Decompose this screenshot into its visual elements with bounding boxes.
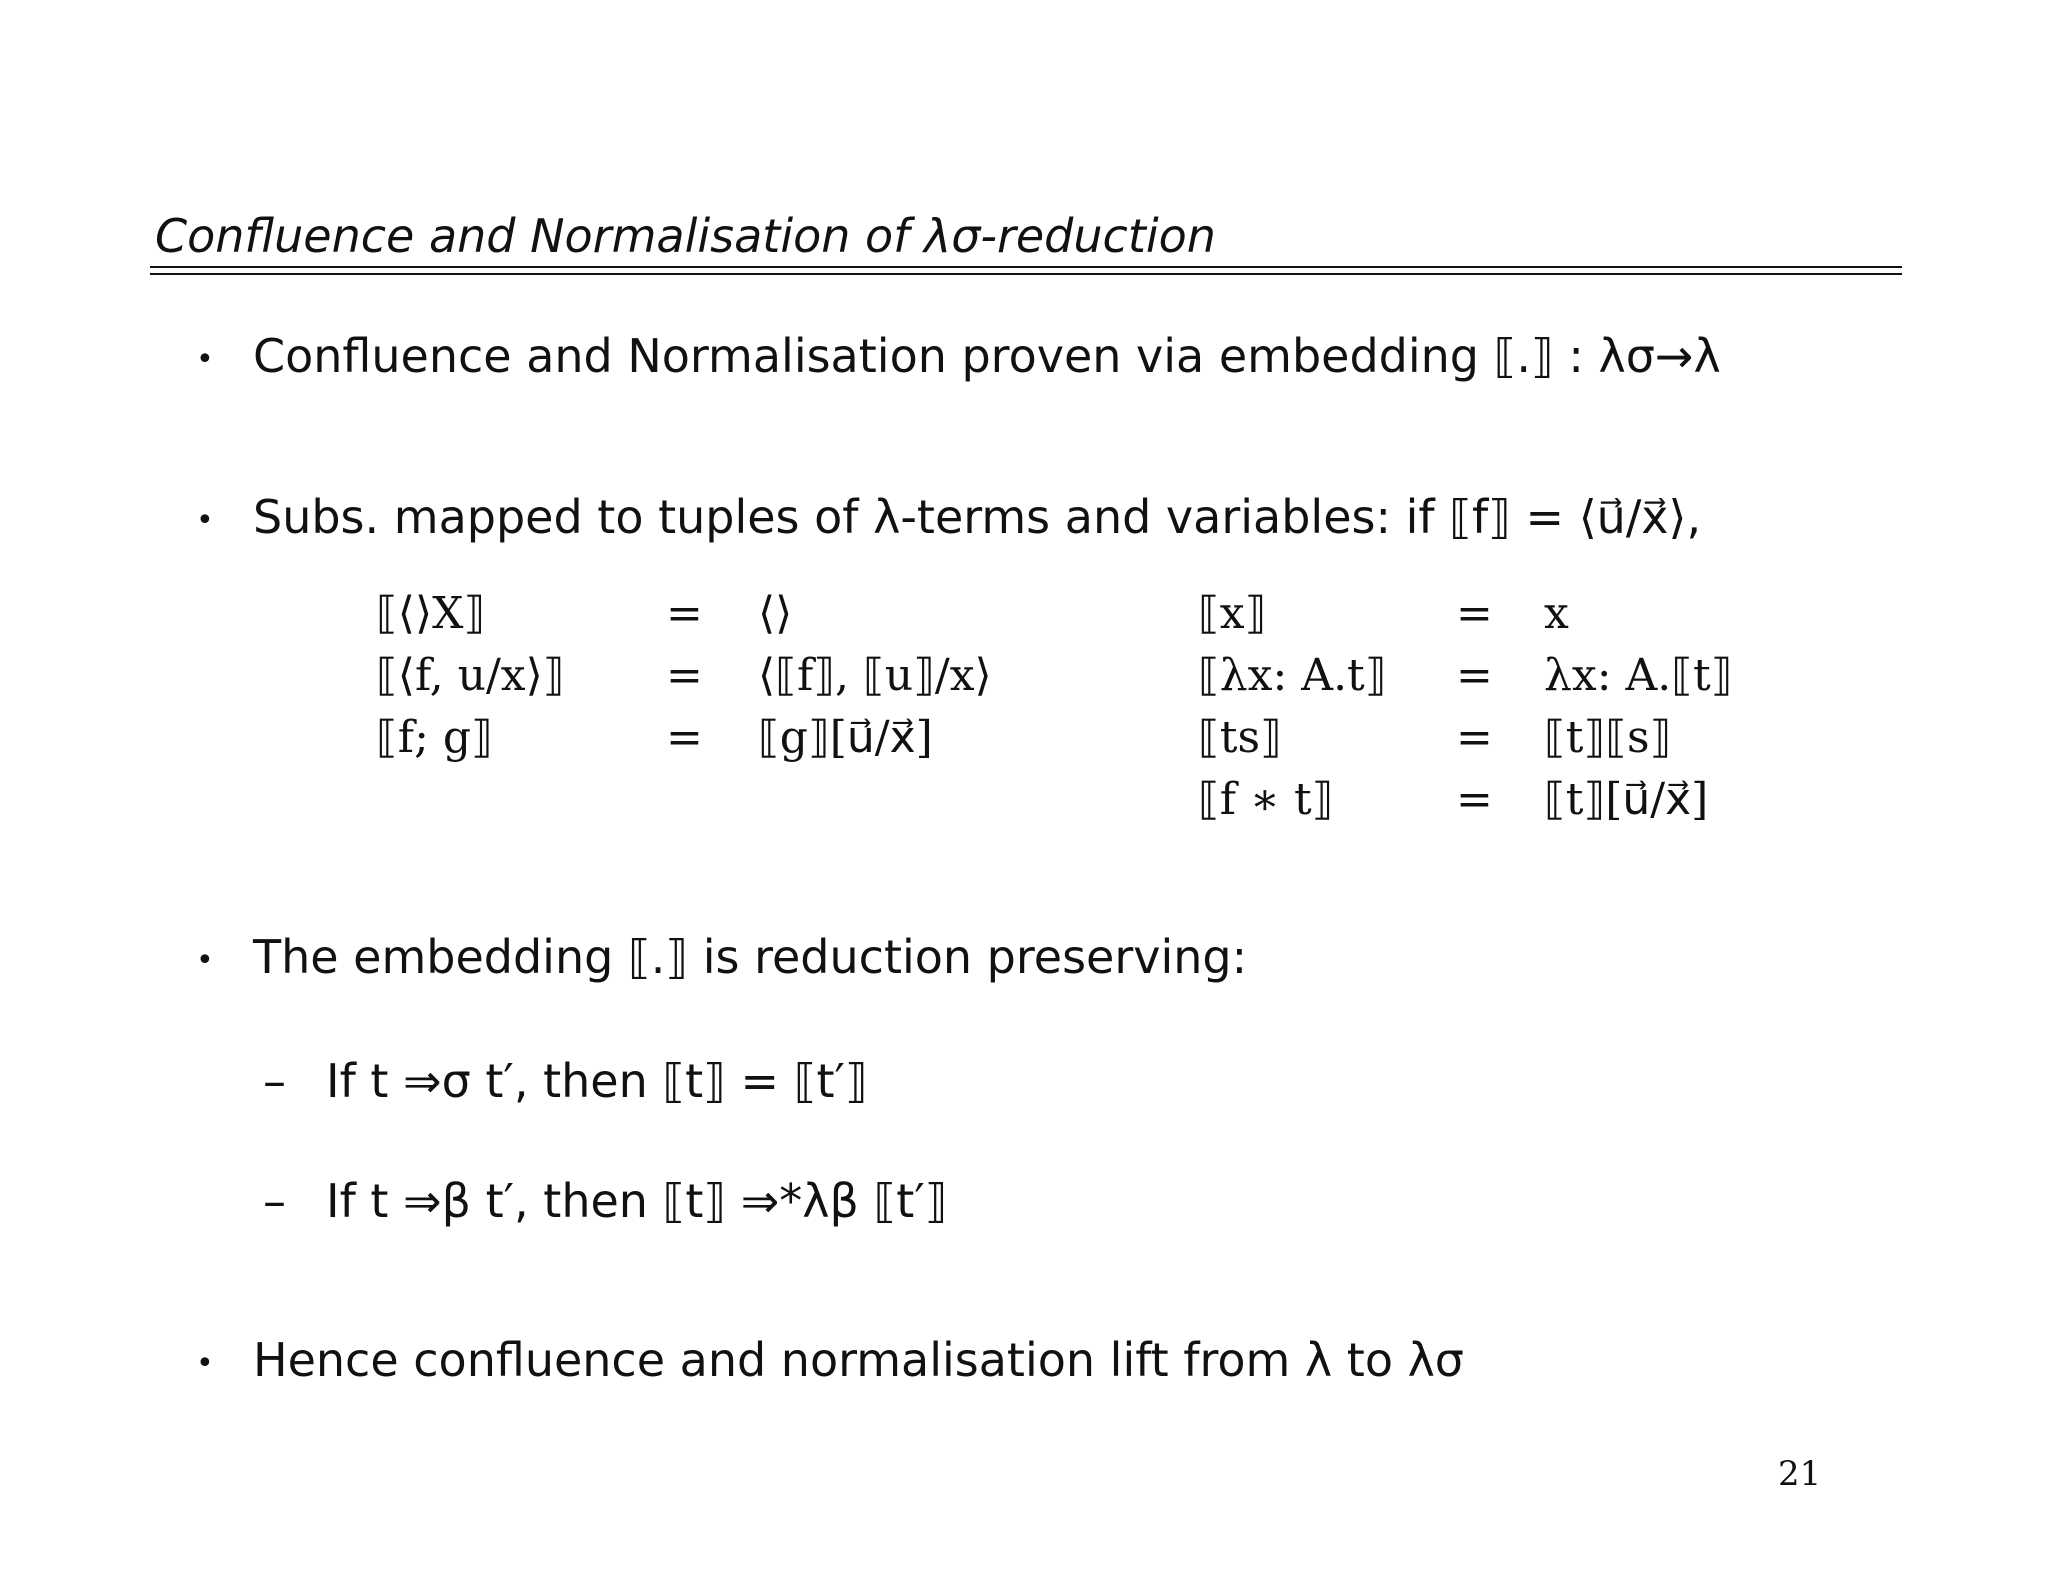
equation-equals: = <box>1456 712 1493 763</box>
equation-rhs: ⟦t⟧[u⃗/x⃗] <box>1544 774 1709 825</box>
equation-equals: = <box>1456 588 1493 639</box>
equation-lhs: ⟦λx: A.t⟧ <box>1198 650 1387 701</box>
equation-lhs: ⟦⟨⟩X⟧ <box>376 588 486 639</box>
sub-bullet-sigma: If t ⇒σ t′, then ⟦t⟧ = ⟦t′⟧ <box>326 1054 868 1108</box>
equation-rhs: λx: A.⟦t⟧ <box>1544 650 1733 701</box>
sub-bullet-beta: If t ⇒β t′, then ⟦t⟧ ⇒*λβ ⟦t′⟧ <box>326 1174 948 1228</box>
title-rule-bottom <box>150 273 1902 275</box>
bullet-marker: • <box>196 1346 214 1381</box>
equation-lhs: ⟦⟨f, u/x⟩⟧ <box>376 650 565 701</box>
equation-lhs: ⟦x⟧ <box>1198 588 1267 639</box>
equation-equals: = <box>1456 650 1493 701</box>
equation-lhs: ⟦f; g⟧ <box>376 712 493 763</box>
bullet-text-conclusion: Hence confluence and normalisation lift from λ to λσ <box>253 1333 1464 1387</box>
equation-lhs: ⟦ts⟧ <box>1198 712 1282 763</box>
sub-bullet-marker: – <box>263 1054 286 1108</box>
equation-rhs: x <box>1544 588 1569 639</box>
equation-equals: = <box>666 650 703 701</box>
equation-equals: = <box>1456 774 1493 825</box>
bullet-marker: • <box>196 342 214 377</box>
bullet-marker: • <box>196 503 214 538</box>
equation-rhs: ⟨⟦f⟧, ⟦u⟧/x⟩ <box>758 650 992 701</box>
sub-bullet-marker: – <box>263 1174 286 1228</box>
equation-rhs: ⟦g⟧[u⃗/x⃗] <box>758 712 933 763</box>
equation-equals: = <box>666 588 703 639</box>
bullet-marker: • <box>196 943 214 978</box>
bullet-text-embedding: Confluence and Normalisation proven via embedding ⟦.⟧ : λσ→λ <box>253 329 1721 383</box>
equation-lhs: ⟦f ∗ t⟧ <box>1198 774 1334 825</box>
page-number: 21 <box>1778 1454 1822 1494</box>
title-rule-top <box>150 266 1902 268</box>
equation-equals: = <box>666 712 703 763</box>
equation-rhs: ⟨⟩ <box>758 588 793 639</box>
equation-rhs: ⟦t⟧⟦s⟧ <box>1544 712 1672 763</box>
bullet-text-reduction-preserving: The embedding ⟦.⟧ is reduction preserving: <box>253 930 1248 984</box>
bullet-text-substitutions: Subs. mapped to tuples of λ-terms and variables: if ⟦f⟧ = ⟨u⃗/x⃗⟩, <box>253 490 1702 544</box>
slide-title: Confluence and Normalisation of λσ-reduction <box>155 209 1216 263</box>
